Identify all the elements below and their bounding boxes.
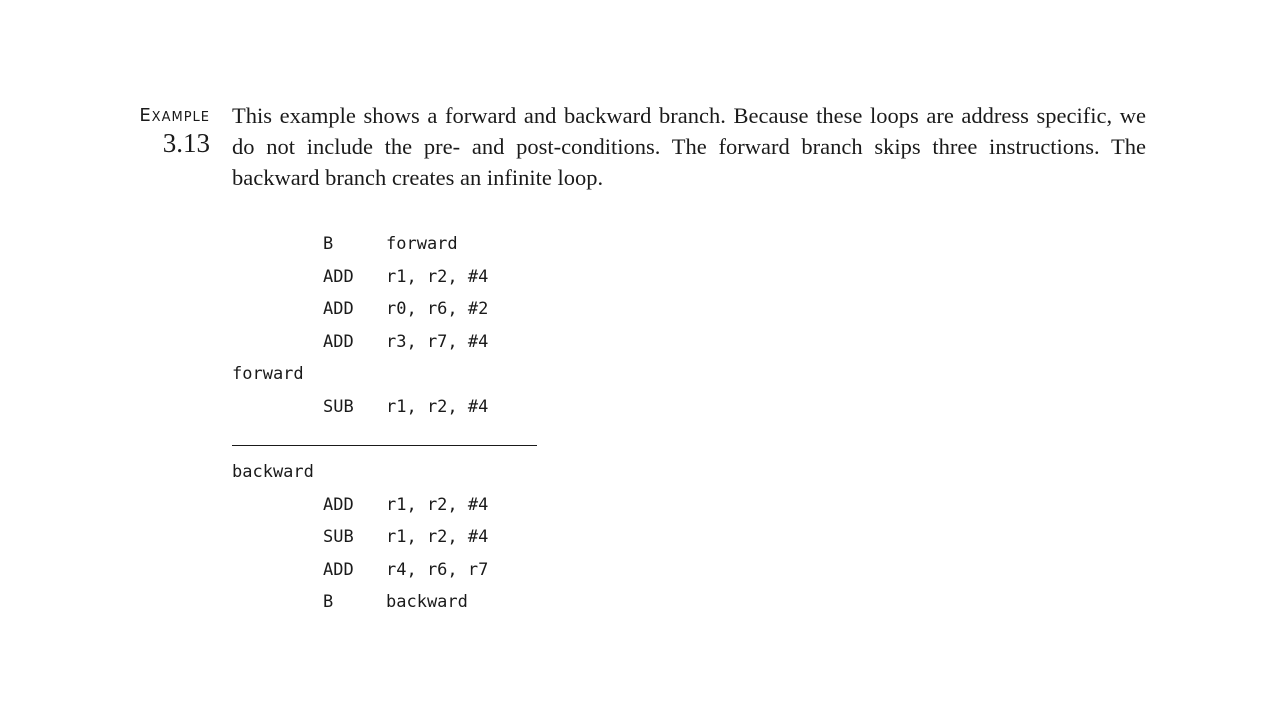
code-op: ADD [323, 494, 354, 515]
code-label-line [232, 456, 488, 489]
code-op: SUB [323, 396, 354, 417]
code-label-line [232, 358, 488, 391]
code-args: r1, r2, #4 [386, 527, 489, 547]
example-word: Example [139, 105, 210, 126]
code-args: r1, r2, #4 [386, 494, 489, 515]
code-line [232, 326, 488, 359]
code-args: r1, r2, #4 [386, 266, 489, 287]
code-line [232, 228, 488, 261]
code-line [232, 521, 488, 554]
example-paragraph: This example shows a forward and backward branch. Because these loops are address specific, we do not include the pre- and post-conditions. The forward branch skips three instructions. The backward branch creates an infinite loop. [232, 103, 1146, 190]
code-args: r1, r2, #4 [386, 396, 489, 417]
code-args: r3, r7, #4 [386, 331, 489, 352]
example-label [100, 106, 210, 158]
code-op: ADD [323, 299, 354, 319]
code-op: B [323, 234, 334, 254]
code-label: forward [232, 364, 304, 384]
code-label: backward [232, 462, 314, 482]
code-args: r0, r6, #2 [386, 299, 489, 319]
code-line [232, 586, 488, 619]
code-op: ADD [323, 331, 354, 352]
code-op: SUB [323, 527, 354, 547]
code-args: r4, r6, r7 [386, 559, 489, 580]
code-line [232, 489, 488, 522]
code-args: backward [386, 592, 468, 612]
code-line [232, 391, 488, 424]
code-op: B [323, 592, 334, 612]
code-op: ADD [323, 266, 354, 287]
code-line [232, 554, 488, 587]
code-op: ADD [323, 559, 354, 580]
separator-line [232, 445, 537, 446]
code-args: forward [386, 234, 458, 254]
code-block-forward [232, 228, 488, 423]
code-line [232, 261, 488, 294]
code-line [232, 293, 488, 326]
example-number: 3.13 [162, 128, 210, 158]
code-block-backward [232, 456, 488, 619]
